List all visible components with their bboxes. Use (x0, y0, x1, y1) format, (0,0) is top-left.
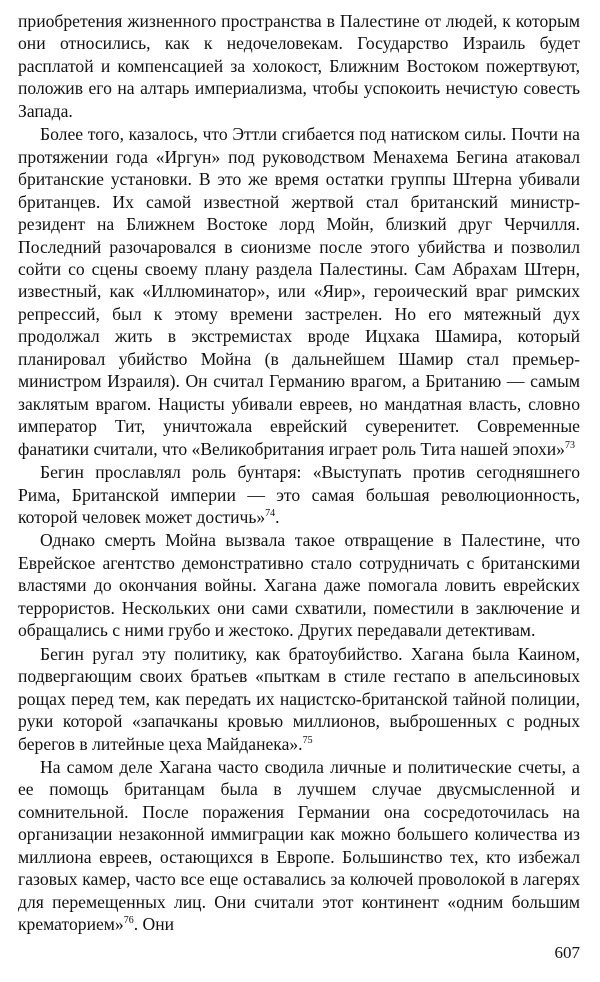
paragraph-3-text: Бегин прославлял роль бунтаря: «Выступать против сегодняшнего Рима, Британской империи — это самая большая революционность, которой человек может достичь» (18, 462, 580, 527)
paragraph-3: Бегин прославлял роль бунтаря: «Выступать против сегодняшнего Рима, Британской империи — это самая большая революционность, которой человек может достичь»$^{74}$. (18, 462, 580, 527)
paragraph-5-text: Бегин ругал эту политику, как братоубийство. Хагана была Каином, подвергающим своих братьев «пыткам в стиле гестапо в апельсиновых рощах перед тем, как передать их нацистско-британской тайной полиции, руки которой «запачканы кровью миллионов, выброшенных с родных берегов в литейные цеха Майданека». (18, 643, 580, 754)
footnote-ref-76[interactable]: 76 (123, 915, 134, 927)
paragraph-2-text: Более того, казалось, что Эттли сгибается под натиском силы. Почти на протяжении года «Иргун» под руководством Менахема Бегина атаковал британские установки. В это же время остатки группы Штерна убивали британцев. Их самой известной жертвой стал британский министр-резидент на Ближнем Востоке лорд Мойн, близкий друг Черчилля. Последний разочаровался в сионизме после этого убийства и позволил сойти со сцены своему плану раздела Палестины. Сам Абрахам Штерн, известный, как «Иллюминатор», или «Яир», героический враг римских репрессий, был к этому времени застрелен. Но его мятежный дух продолжал жить в экстремистах вроде Ицхака Шамира, который планировал убийство Мойна (в дальнейшем Шамир стал премьер-министром Израиля). Он считал Германию врагом, а Британию — самым заклятым врагом. Нацисты убивали евреев, но мандатная власть, словно император Тит, уничтожала еврейский суверенитет. Современные фанатики считали, что «Великобритания играет роль Тита нашей эпохи» (18, 124, 580, 459)
paragraph-4-text: Однако смерть Мойна вызвала такое отвращение в Палестине, что Еврейское агентство демонстративно стало сотрудничать с британскими властями до окончания войны. Хагана даже помогала ловить еврейских террористов. Нескольких они сами схватили, поместили в заключение и обращались с ними грубо и жестоко. Других передавали детективам. (18, 530, 580, 641)
page-number: 607 (554, 943, 580, 962)
paragraph-6-text: На самом деле Хагана часто сводила личные и политические счеты, а ее помощь британцам была в лучшем случае двусмысленной и сомнительной. После поражения Германии она сосредоточилась на организации незаконной иммиграции как можно большего количества из миллиона евреев, остающихся в Европе. Большинство тех, кто избежал газовых камер, часто все еще оставались за колючей проволокой в лагерях для перемещенных лиц. Они считали этот континент «одним большим крематорием» (18, 756, 580, 935)
paragraph-6 (18, 756, 580, 936)
paragraph-1-text: приобретения жизненного пространства в Палестине от людей, к которым они относились, как к недочеловекам. Государство Израиль будет расплатой и компенсацией за холокост, Ближним Востоком пожертвуют, положив его на алтарь империализма, чтобы успокоить нечистую совесть Запада. (18, 11, 580, 121)
footnote-ref-75[interactable]: 75 (302, 734, 313, 746)
paragraph-4 (18, 529, 580, 641)
footnote-ref-73[interactable]: 73 (564, 439, 575, 451)
book-page (18, 10, 580, 936)
footnote-ref-74[interactable]: 74 (265, 508, 276, 520)
paragraph-1 (18, 10, 580, 122)
paragraph-2 (18, 123, 580, 460)
paragraph-6-tail: . Они (133, 914, 175, 935)
paragraph-5 (18, 643, 580, 755)
